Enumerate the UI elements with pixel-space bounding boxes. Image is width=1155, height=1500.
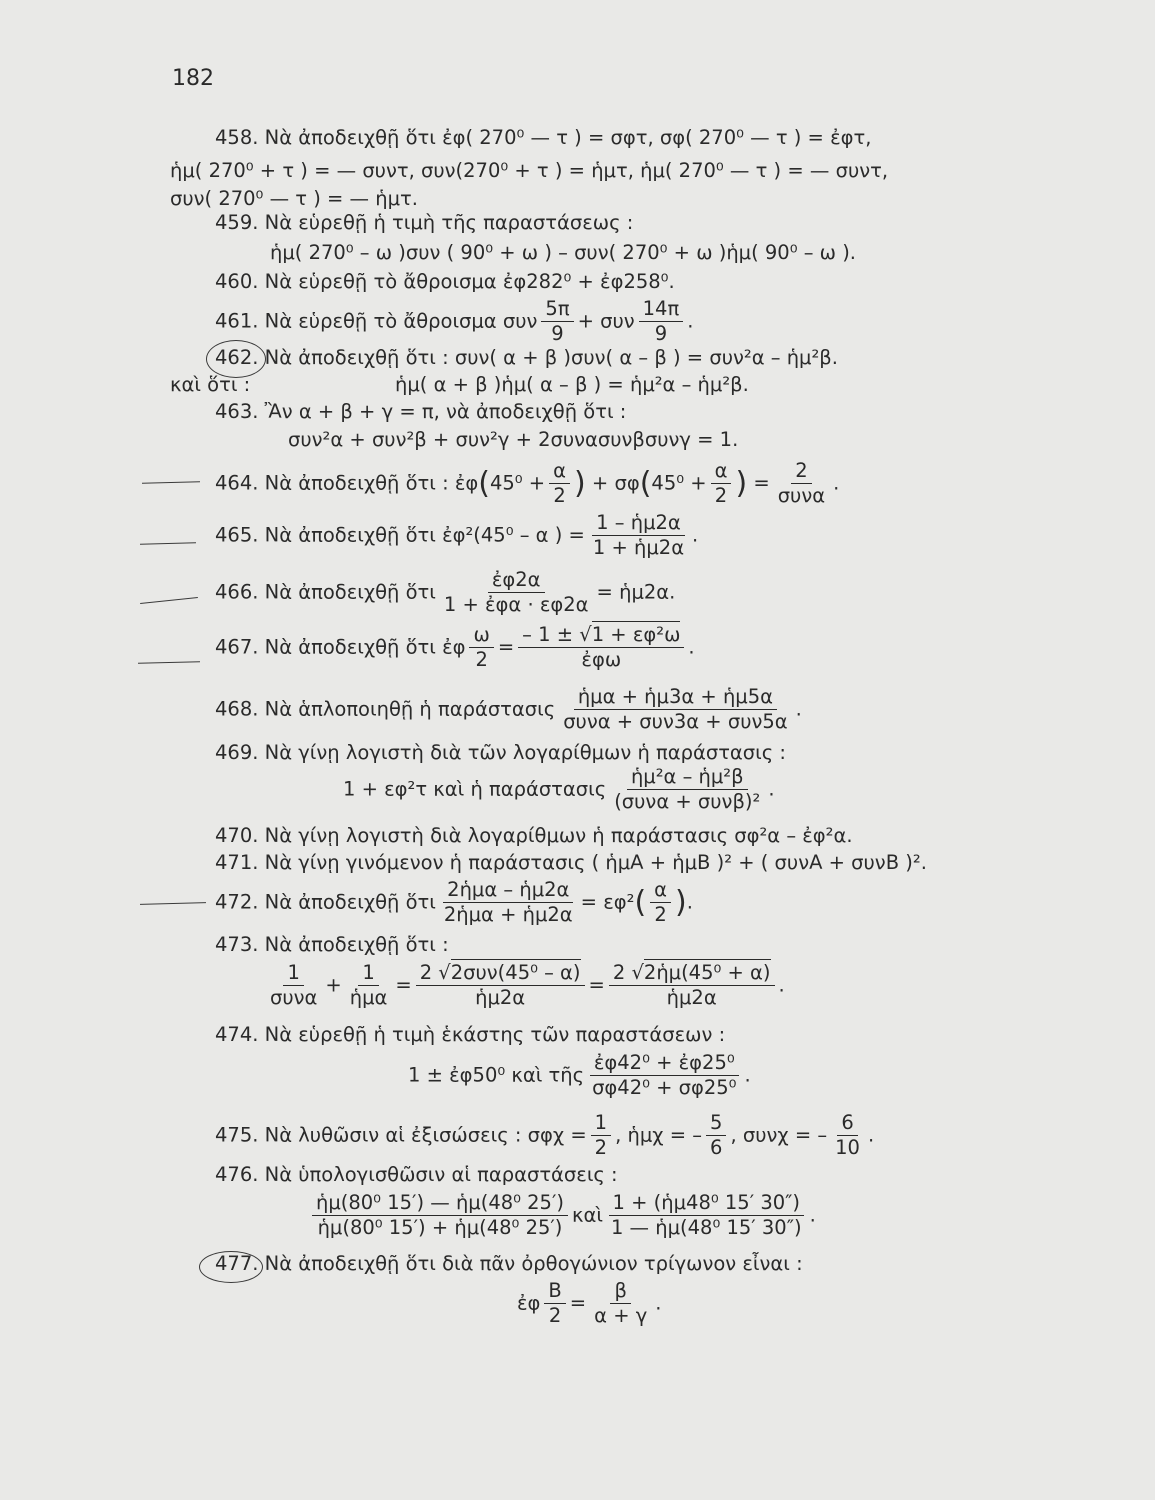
numerator: ἐφ2α — [488, 569, 545, 593]
numerator: 14π — [639, 298, 684, 322]
denominator: συνα — [777, 484, 826, 508]
denominator: (συνα + συνβ)² — [614, 790, 761, 814]
problem-462-line-1: 462. Νὰ ἀποδειχθῇ ὅτι : συν( α + β )συν( α – β ) = συν²α – ἡμ²β. — [215, 346, 838, 369]
problem-458-line-3: συν( 270⁰ — τ ) = — ἡμτ. — [170, 187, 418, 210]
problem-464 — [215, 460, 839, 508]
denominator: 2ἡμα + ἡμ2α — [443, 903, 573, 927]
denominator: ἡμ2α — [475, 986, 526, 1010]
denominator: α + γ — [594, 1304, 648, 1328]
problem-477-line-2 — [517, 1280, 661, 1328]
numerator: 2 — [791, 460, 811, 484]
right-paren: ) — [675, 884, 687, 920]
numerator — [518, 624, 684, 648]
problem-469-line-1: 469. Νὰ γίνῃ λογιστὴ διὰ τῶν λογαρίθμων ἡ παράστασις : — [215, 741, 786, 764]
problem-475-text: . — [867, 1123, 875, 1147]
operator: = — [588, 973, 605, 997]
problem-468-text: . — [795, 697, 802, 721]
numerator-text: – 1 ± √ — [522, 623, 592, 646]
problem-477-text: = — [569, 1291, 587, 1315]
problem-460: 460. Νὰ εὑρεθῇ τὸ ἄθροισμα ἐφ282⁰ + ἐφ258⁰. — [215, 270, 675, 293]
problem-469-line-2 — [343, 766, 775, 814]
problem-473-line-1: 473. Νὰ ἀποδειχθῇ ὅτι : — [215, 933, 449, 956]
fraction — [609, 962, 775, 1010]
fraction — [831, 1112, 864, 1160]
denominator: 9 — [654, 322, 668, 346]
numerator: ω — [469, 624, 493, 648]
problem-473-text: . — [778, 973, 785, 997]
problem-476-text: . — [809, 1203, 816, 1227]
problem-474-text: 1 ± ἐφ50⁰ καὶ τῆς — [408, 1063, 585, 1087]
fraction — [774, 460, 829, 508]
problem-458-line-2: ἡμ( 270⁰ + τ ) = — συντ, συν(270⁰ + τ ) = ἡμτ, ἡμ( 270⁰ — τ ) = — συντ, — [170, 159, 889, 182]
problem-464-text: 464. Νὰ ἀποδειχθῇ ὅτι : ἐφ — [215, 471, 479, 495]
numerator: α — [650, 879, 671, 903]
radicand: 1 + εφ²ω — [591, 623, 681, 646]
denominator: 9 — [551, 322, 564, 346]
fraction — [588, 1052, 740, 1100]
operator: + — [325, 973, 342, 997]
denominator: 2 — [654, 903, 667, 927]
problem-464-text: 45⁰ + — [489, 471, 546, 495]
numerator-text: 2 √ — [612, 961, 644, 984]
fraction — [706, 1112, 726, 1160]
numerator: ἡμ²α – ἡμ²β — [627, 766, 748, 790]
numerator: α — [711, 460, 732, 484]
radicand: 2ἡμ(45⁰ + α) — [643, 961, 771, 984]
problem-471: 471. Νὰ γίνῃ γινόμενον ἡ παράστασις ( ἡμΑ + ἡμΒ )² + ( συνΑ + συνΒ )². — [215, 851, 927, 874]
fraction — [312, 1192, 568, 1240]
fraction — [559, 686, 791, 734]
left-paren: ( — [634, 884, 647, 920]
problem-474-text: . — [744, 1063, 751, 1087]
problem-467-text: = — [497, 635, 515, 659]
numerator: 6 — [837, 1112, 857, 1136]
pencil-margin-mark — [140, 542, 196, 544]
problem-477-line-1: 477. Νὰ ἀποδειχθῇ ὅτι διὰ πᾶν ὀρθογώνιον τρίγωνον εἶναι : — [215, 1252, 803, 1275]
problem-477-text: . — [655, 1291, 662, 1315]
denominator: ἡμ2α — [666, 986, 717, 1010]
fraction — [518, 624, 684, 672]
problem-462-line-2a: καὶ ὅτι : — [170, 373, 251, 396]
numerator — [416, 962, 585, 986]
denominator: 2 — [714, 484, 728, 508]
problem-469-text: 1 + εφ²τ καὶ ἡ παράστασις — [343, 777, 607, 801]
numerator: 1 + (ἡμ48⁰ 15′ 30″) — [609, 1192, 805, 1216]
fraction — [650, 879, 671, 927]
problem-466-text: 466. Νὰ ἀποδειχθῇ ὅτι — [215, 580, 436, 604]
numerator: 1 — [358, 962, 378, 986]
fraction — [541, 298, 573, 346]
problem-463-line-1: 463. Ἂν α + β + γ = π, νὰ ἀποδειχθῇ ὅτι : — [215, 400, 627, 423]
problem-474-line-2 — [408, 1052, 751, 1100]
left-paren: ( — [639, 465, 652, 501]
fraction — [544, 1280, 565, 1328]
problem-458-line-1: 458. Νὰ ἀποδειχθῇ ὅτι ἐφ( 270⁰ — τ ) = σφτ, σφ( 270⁰ — τ ) = ἐφτ, — [215, 126, 872, 149]
problem-461-text: . — [687, 309, 694, 333]
numerator: Β — [544, 1280, 565, 1304]
numerator: β — [610, 1280, 630, 1304]
left-paren: ( — [478, 465, 490, 501]
problem-476-text: καὶ — [572, 1203, 603, 1227]
problem-472-text: = εφ² — [580, 890, 635, 914]
problem-465-text: 465. Νὰ ἀποδειχθῇ ὅτι ἐφ²(45⁰ – α ) = — [215, 523, 585, 547]
denominator: 1 + ἡμ2α — [592, 536, 685, 560]
numerator: 1 — [591, 1112, 611, 1136]
right-paren: ) — [574, 465, 586, 501]
numerator: 2ἡμα – ἡμ2α — [443, 879, 573, 903]
problem-468 — [215, 686, 802, 734]
problem-467-text: . — [688, 635, 695, 659]
fraction — [440, 879, 577, 927]
fraction — [639, 298, 684, 346]
problem-468-text: 468. Νὰ ἁπλοποιηθῇ ἡ παράστασις — [215, 697, 556, 721]
numerator: 1 — [283, 962, 303, 986]
fraction — [346, 962, 392, 1010]
problem-467-text: 467. Νὰ ἀποδειχθῇ ὅτι ἐφ — [215, 635, 466, 659]
problem-475-text: , συνχ = – — [730, 1123, 828, 1147]
denominator: συνα — [270, 986, 318, 1010]
problem-466-text: = ἡμ2α. — [596, 580, 676, 604]
problem-459-line-2: ἡμ( 270⁰ – ω )συν ( 90⁰ + ω ) – συν( 270⁰ + ω )ἡμ( 90⁰ – ω ). — [270, 241, 857, 264]
fraction — [607, 1192, 806, 1240]
pencil-margin-mark — [142, 481, 200, 484]
fraction — [469, 624, 493, 672]
problem-461-text: + συν — [577, 309, 635, 333]
numerator: 5 — [706, 1112, 726, 1136]
numerator-text: 2 √ — [419, 961, 451, 984]
problem-465 — [215, 512, 698, 560]
denominator: 2 — [553, 484, 566, 508]
numerator: ἡμ(80⁰ 15′) — ἡμ(48⁰ 25′) — [312, 1192, 568, 1216]
fraction — [591, 1112, 611, 1160]
problem-464-text: + σφ — [591, 471, 640, 495]
problem-477-text: ἐφ — [517, 1291, 541, 1315]
fraction — [549, 460, 570, 508]
problem-476-line-1: 476. Νὰ ὑπολογισθῶσιν αἱ παραστάσεις : — [215, 1163, 618, 1186]
fraction — [440, 569, 593, 617]
denominator: 6 — [710, 1136, 723, 1160]
problem-469-text: . — [768, 777, 775, 801]
numerator: α — [549, 460, 570, 484]
problem-472 — [215, 879, 693, 927]
denominator: ἐφω — [581, 648, 622, 672]
problem-472-text: 472. Νὰ ἀποδειχθῇ ὅτι — [215, 890, 436, 914]
denominator: ἡμα — [349, 986, 388, 1010]
page-number: 182 — [172, 66, 214, 91]
fraction — [590, 1280, 651, 1328]
numerator: ἐφ42⁰ + ἐφ25⁰ — [590, 1052, 739, 1076]
problem-474-line-1: 474. Νὰ εὑρεθῇ ἡ τιμὴ ἑκάστης τῶν παραστάσεων : — [215, 1023, 726, 1046]
problem-473-line-2 — [262, 962, 785, 1010]
problem-470: 470. Νὰ γίνῃ λογιστὴ διὰ λογαρίθμων ἡ παράστασις σφ²α – ἐφ²α. — [215, 824, 853, 847]
problem-467 — [215, 624, 695, 672]
denominator: 10 — [835, 1136, 860, 1160]
pencil-margin-mark — [140, 902, 206, 905]
pencil-margin-mark — [140, 597, 198, 604]
problem-462-line-2b: ἡμ( α + β )ἡμ( α – β ) = ἡμ²α – ἡμ²β. — [395, 373, 749, 396]
fraction — [266, 962, 321, 1010]
problem-463-line-2: συν²α + συν²β + συν²γ + 2συνασυνβσυνγ = 1. — [288, 428, 739, 451]
denominator: 1 — ἡμ(48⁰ 15′ 30″) — [610, 1216, 802, 1240]
denominator: σφ42⁰ + σφ25⁰ — [592, 1076, 737, 1100]
problem-461-text: 461. Νὰ εὑρεθῇ τὸ ἄθροισμα συν — [215, 309, 538, 333]
problem-465-text: . — [692, 523, 699, 547]
fraction — [711, 460, 732, 508]
problem-476-line-2 — [308, 1192, 816, 1240]
problem-466 — [215, 569, 675, 617]
problem-464-text: . — [833, 471, 840, 495]
fraction — [416, 962, 585, 1010]
numerator: 1 – ἡμ2α — [592, 512, 685, 536]
fraction — [610, 766, 764, 814]
problem-461 — [215, 298, 693, 346]
numerator: ἡμα + ἡμ3α + ἡμ5α — [574, 686, 777, 710]
problem-464-text: = — [753, 471, 770, 495]
pencil-margin-mark — [138, 661, 200, 664]
problem-472-text: . — [686, 890, 693, 914]
denominator: συνα + συν3α + συν5α — [563, 710, 788, 734]
denominator: 2 — [548, 1304, 562, 1328]
operator: = — [395, 973, 412, 997]
numerator: 5π — [541, 298, 573, 322]
problem-475-text: , ἡμχ = – — [615, 1123, 703, 1147]
denominator: 1 + ἐφα · εφ2α — [443, 593, 589, 617]
problem-475-text: 475. Νὰ λυθῶσιν αἱ ἐξισώσεις : σφχ = — [215, 1123, 587, 1147]
denominator: 2 — [475, 648, 488, 672]
denominator: ἡμ(80⁰ 15′) + ἡμ(48⁰ 25′) — [317, 1216, 563, 1240]
radicand: 2συν(45⁰ – α) — [450, 961, 581, 984]
problem-459-line-1: 459. Νὰ εὑρεθῇ ἡ τιμὴ τῆς παραστάσεως : — [215, 211, 634, 234]
numerator — [609, 962, 775, 986]
problem-464-text: 45⁰ + — [651, 471, 707, 495]
denominator: 2 — [594, 1136, 608, 1160]
fraction — [589, 512, 688, 560]
problem-475 — [215, 1112, 874, 1160]
right-paren: ) — [735, 465, 748, 501]
